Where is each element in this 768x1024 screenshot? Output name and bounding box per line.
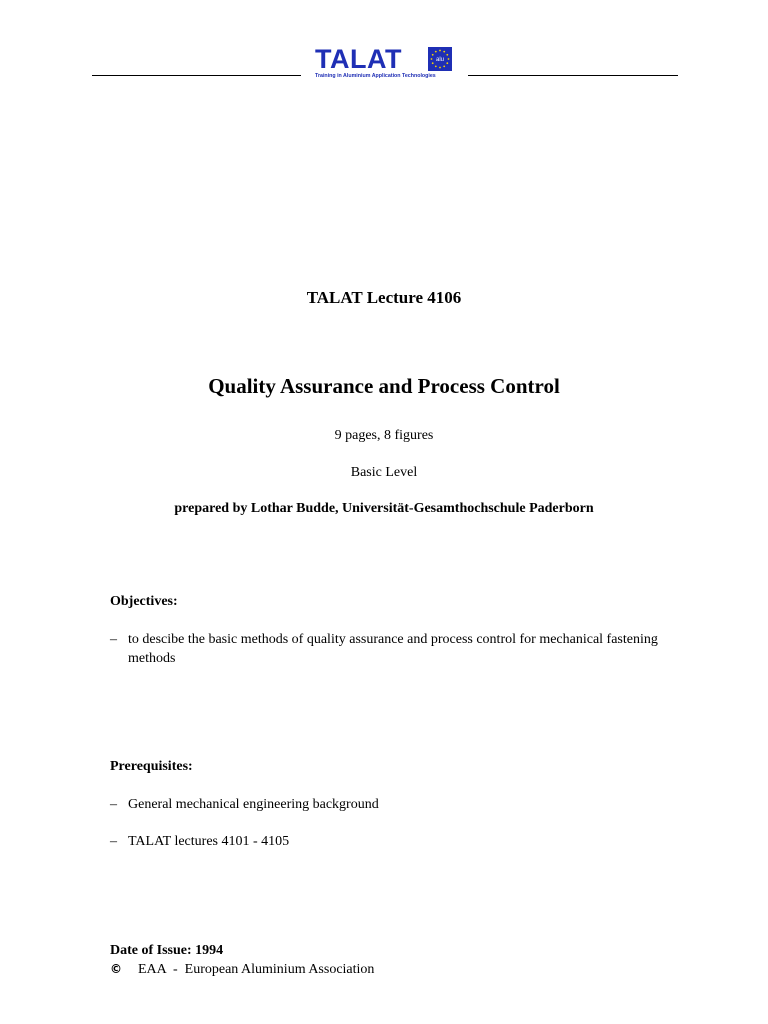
prerequisite-text: General mechanical engineering background [128,797,379,812]
bullet-dash: – [110,797,117,812]
author-line: prepared by Lothar Budde, Universität-Gesamthochschule Paderborn [174,501,594,516]
header-rule-left [92,75,301,76]
page-count: 9 pages, 8 figures [334,428,434,443]
copyright-line [110,962,374,978]
bullet-dash: – [110,632,117,647]
prerequisites-heading: Prerequisites: [110,759,193,774]
prerequisite-item [110,795,670,814]
document-title: Quality Assurance and Process Control [208,374,560,398]
difficulty-level: Basic Level [350,465,418,480]
copyright-icon: © [110,962,122,976]
prerequisite-item [110,832,670,851]
logo-tagline: Training in Aluminium Application Technologies [315,73,436,79]
objective-item [110,630,670,668]
eu-flag-icon [428,47,452,71]
objective-text: to descibe the basic methods of quality assurance and process control for mechanical fastening methods [128,632,658,666]
bullet-dash: – [110,834,117,849]
logo-flag-text: alu [435,57,445,63]
talat-logo [310,44,460,84]
lecture-number: TALAT Lecture 4106 [306,288,462,307]
logo-wordmark: TALAT [315,44,402,74]
copyright-text: EAA - European Aluminium Association [138,962,375,977]
objectives-heading: Objectives: [110,594,178,609]
prerequisite-text: TALAT lectures 4101 - 4105 [128,834,290,849]
header-rule-right [468,75,678,76]
issue-date: Date of Issue: 1994 [110,943,224,958]
